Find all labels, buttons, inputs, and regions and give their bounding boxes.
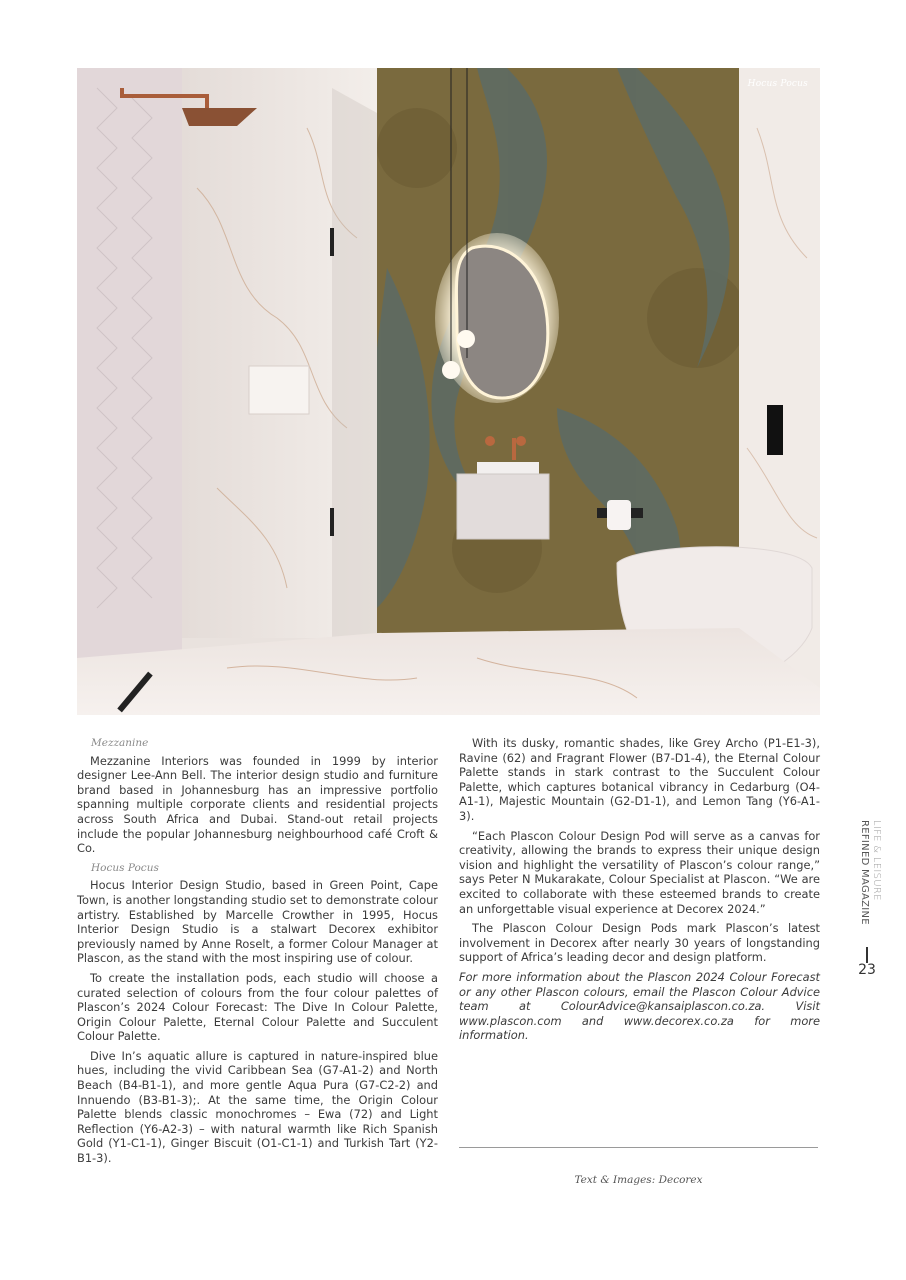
herringbone-wall xyxy=(77,68,182,715)
paragraph: “Each Plascon Colour Design Pod will serve as a canvas for creativity, allowing the brands to express their unique design vision and highlight the versatility of Plascon’s colour range,” says Peter N Mukarakate, Colour Specialist at Plascon. “We are excited to collaborate with these esteemed brands to create an unforgettable visual experience at Decorex 2024.” xyxy=(459,828,820,916)
glass-panel xyxy=(332,88,377,678)
pendant-bulb xyxy=(457,330,475,348)
section-subhead: Mezzanine xyxy=(91,737,149,749)
bathroom-illustration xyxy=(77,68,820,715)
section-subhead: Hocus Pocus xyxy=(91,861,159,874)
magazine-side-label xyxy=(856,820,882,940)
left-column xyxy=(77,736,438,1171)
shower-niche xyxy=(249,366,309,414)
divider xyxy=(459,1147,818,1148)
paragraph: Hocus Interior Design Studio, based in Green Point, Cape Town, is another longstanding studio set to demonstrate colour artistry. Established by Marcelle Crowther in 1995, Hocus Interior Design Studio is a stalwart Decorex exhibitor previously named by Anne Roselt, a former Colour Manager at Plascon, as the stand with the most inspiring use of colour. xyxy=(77,878,438,966)
paragraph: The Plascon Colour Design Pods mark Plascon’s latest involvement in Decorex after nearly 30 years of longstanding support of Africa’s leading decor and design platform. xyxy=(459,921,820,965)
side-divider xyxy=(866,947,868,963)
paragraph: Mezzanine Interiors was founded in 1999 by interior designer Lee-Ann Bell. The interior design studio and furniture brand based in Johannesburg has an impressive portfolio spanning multiple corporate clients and residential projects across South Africa and Dubai. Stand-out retail projects include the popular Johannesburg neighbourhood café Croft & Co. xyxy=(77,753,438,856)
page-number: 23 xyxy=(858,962,876,978)
flush-plate xyxy=(767,405,783,455)
paragraph: With its dusky, romantic shades, like Grey Archo (P1-E1-3), Ravine (62) and Fragrant Flower (B7-D1-4), the Eternal Colour Palette stands in stark contrast to the Succulent Colour Palette, which captures botanical vibrancy in Cedarburg (O4-A1-1), Majestic Mountain (G2-D1-1), and Lemon Tang (Y6-A1-3). xyxy=(459,736,820,823)
contact-paragraph: For more information about the Plascon 2024 Colour Forecast or any other Plascon colours, email the Plascon Colour Advice team at ColourAdvice@kansaiplascon.co.za. Visit www.plascon.com and www.decorex.co.za for more information. xyxy=(459,969,820,1043)
pendant-bulb xyxy=(442,361,460,379)
toilet-roll xyxy=(607,500,631,530)
marble-floor xyxy=(77,628,820,715)
photo-caption: Hocus Pocus xyxy=(747,79,808,89)
paragraph: Dive In’s aquatic allure is captured in nature-inspired blue hues, including the vivid Caribbean Sea (G7-A1-2) and North Beach (B4-B1-1), and more gentle Aqua Pura (G7-C2-2) and Innuendo (B3-B1-3);. At the same time, the Origin Colour Palette blends classic monochromes – Ewa (72) and Light Reflection (Y6-A2-3) – with natural warmth like Rich Spanish Gold (Y1-C1-1), Ginger Biscuit (O1-C1-1) and Turkish Tart (Y2-B1-3). xyxy=(77,1048,438,1166)
hero-photo xyxy=(77,68,820,715)
image-credit: Text & Images: Decorex xyxy=(574,1174,703,1186)
magazine-name-line2: REFINED MAGAZINE xyxy=(859,820,870,925)
vanity xyxy=(457,474,549,539)
magazine-name-line1: LIFE & LEISURE xyxy=(871,820,882,901)
paragraph: To create the installation pods, each studio will choose a curated selection of colours from the four colour palettes of Plascon’s 2024 Colour Forecast: The Dive In Colour Palette, Origin Colour Palette, Eternal Colour Palette and Succulent Colour Palette. xyxy=(77,970,438,1044)
right-column xyxy=(459,736,820,1048)
